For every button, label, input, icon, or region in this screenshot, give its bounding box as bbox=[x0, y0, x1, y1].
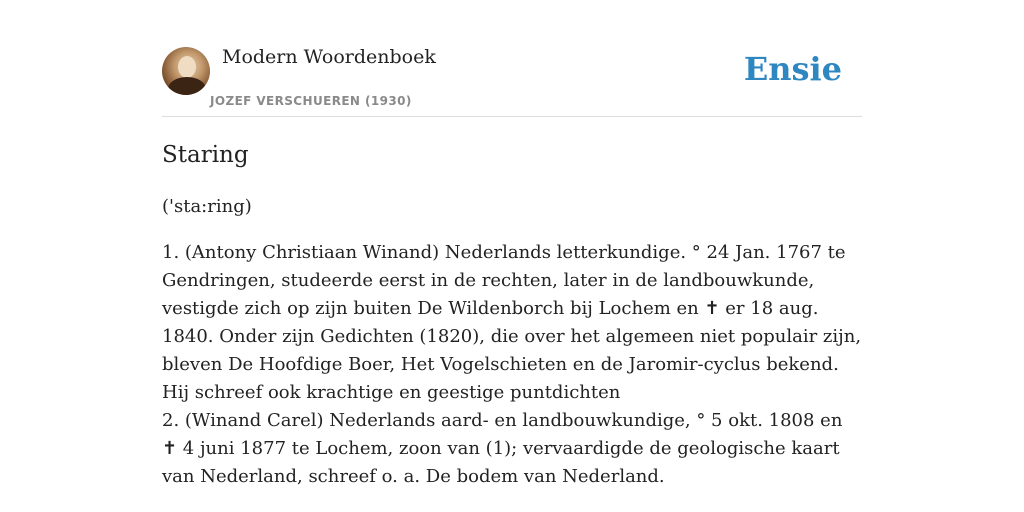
avatar-coat bbox=[168, 77, 206, 95]
brand-logo[interactable]: Ensie bbox=[743, 50, 842, 88]
avatar-face bbox=[178, 56, 196, 78]
entry-content bbox=[162, 140, 862, 491]
definition-item-2: 2. (Winand Carel) Nederlands aard- en landbouwkundige, ° 5 okt. 1808 en ✝ 4 juni 1877 te Lochem, zoon van (1); vervaardigde de geologische kaart van Nederland, schreef o. a. De bodem van Nederland. bbox=[162, 410, 843, 487]
site-header bbox=[162, 44, 862, 117]
entry-definition bbox=[162, 239, 862, 491]
entry-term: Staring bbox=[162, 142, 249, 168]
entry-pronunciation: ('sta:ring) bbox=[162, 196, 252, 217]
author-name[interactable]: JOZEF VERSCHUEREN (1930) bbox=[210, 94, 412, 108]
author-avatar[interactable] bbox=[162, 47, 210, 95]
book-title[interactable]: Modern Woordenboek bbox=[222, 46, 436, 68]
definition-item-1: 1. (Antony Christiaan Winand) Nederlands letterkundige. ° 24 Jan. 1767 te Gendringen, studeerde eerst in de rechten, later in de landbouwkunde, vestigde zich op zijn buiten De Wildenborch bij Lochem en ✝ er 18 aug. 1840. Onder zijn Gedichten (1820), die over het algemeen niet populair zijn, bleven De Hoofdige Boer, Het Vogelschieten en de Jaromir-cyclus bekend. Hij schreef ook krachtige en geestige puntdichten bbox=[162, 242, 862, 403]
